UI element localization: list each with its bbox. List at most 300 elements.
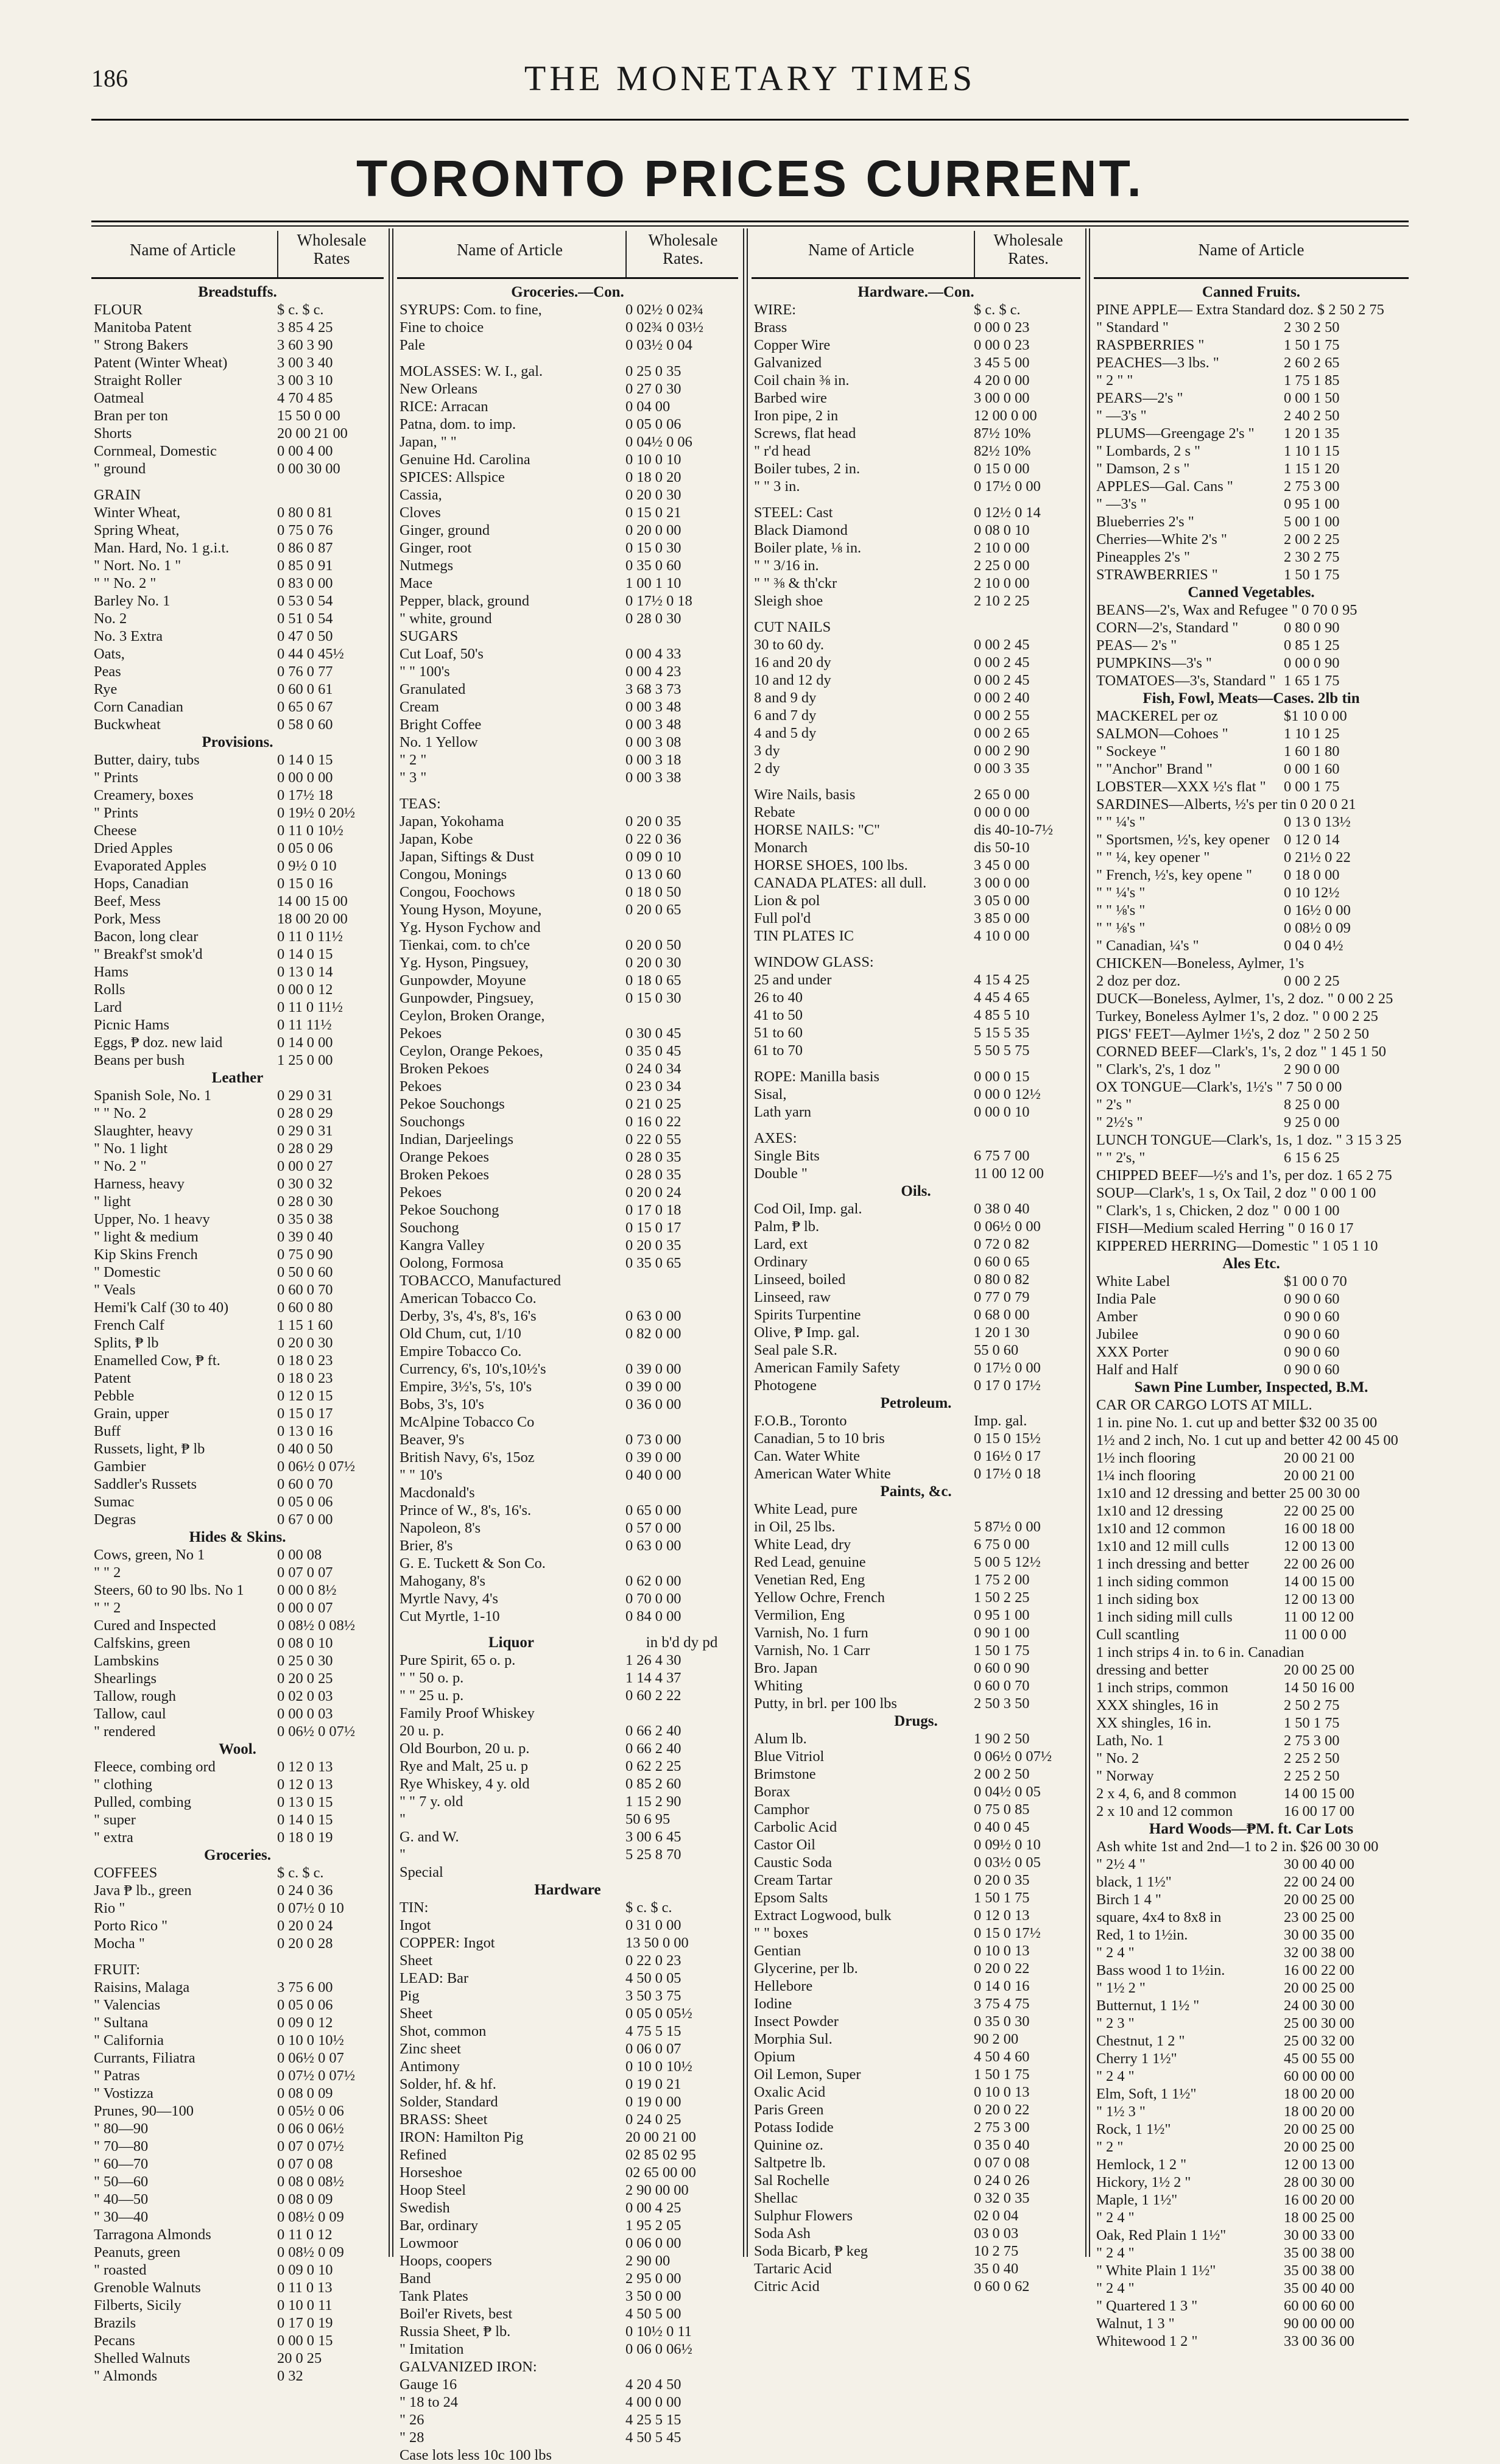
price-row xyxy=(1094,354,1409,372)
wholesale-rate: 0 10½ 0 11 xyxy=(625,2323,692,2340)
price-row xyxy=(91,1687,384,1705)
price-row xyxy=(91,407,384,425)
price-row xyxy=(752,671,1080,689)
wholesale-rate: 42 00 45 00 xyxy=(1327,1432,1398,1449)
price-row xyxy=(397,2323,738,2340)
article-name: Winter Wheat, xyxy=(94,504,181,521)
article-name: " No. 2 " xyxy=(94,1158,147,1174)
column-body xyxy=(1094,283,1409,2350)
price-row xyxy=(1094,1555,1409,1573)
price-row xyxy=(397,627,738,645)
price-row xyxy=(1094,990,1409,1008)
article-name: Oatmeal xyxy=(94,390,144,406)
price-row xyxy=(1094,1944,1409,1961)
article-name: Steers, 60 to 90 lbs. No 1 xyxy=(94,1582,244,1598)
wholesale-rate: 0 11 0 11½ xyxy=(277,999,343,1015)
wholesale-rate: 0 16 0 17 xyxy=(1297,1220,1354,1237)
price-row xyxy=(397,1378,738,1396)
price-row xyxy=(1094,336,1409,354)
article-name: Empire, 3½'s, 5's, 10's xyxy=(400,1378,532,1395)
article-name: Photogene xyxy=(754,1377,817,1394)
article-name: Enamelled Cow, ₱ ft. xyxy=(94,1352,220,1369)
price-row xyxy=(91,1493,384,1511)
price-row xyxy=(752,2083,1080,2101)
article-name: CAR OR CARGO LOTS AT MILL. xyxy=(1096,1397,1312,1413)
article-name: Manitoba Patent xyxy=(94,319,192,336)
price-row xyxy=(397,1669,738,1687)
section-heading: Groceries. xyxy=(204,1847,271,1863)
price-row xyxy=(1094,1908,1409,1926)
article-name: Pecans xyxy=(94,2332,135,2349)
wholesale-rate: 0 09 0 10 xyxy=(625,849,681,865)
article-name: " Norway xyxy=(1096,1768,1154,1784)
price-row xyxy=(1094,2209,1409,2226)
article-name: Raisins, Malaga xyxy=(94,1979,190,1996)
price-row xyxy=(1094,743,1409,760)
price-row xyxy=(91,910,384,928)
wholesale-rate: 55 0 60 xyxy=(974,1342,1019,1358)
price-row xyxy=(1094,778,1409,796)
article-name: " " 7 y. old xyxy=(400,1793,463,1810)
article-name: Cassia, xyxy=(400,487,442,503)
article-name: Half and Half xyxy=(1096,1361,1178,1378)
price-row xyxy=(397,2128,738,2146)
article-name: Tarragona Almonds xyxy=(94,2226,211,2243)
article-name: Russia Sheet, ₱ lb. xyxy=(400,2323,511,2340)
wholesale-rate: 1 50 1 75 xyxy=(974,2066,1030,2083)
article-name: Pulled, combing xyxy=(94,1794,191,1810)
wholesale-rate: 0 06 0 00 xyxy=(625,2235,681,2251)
section-heading: Canned Fruits. xyxy=(1202,284,1301,300)
wholesale-rate: 0 09 0 10 xyxy=(277,2262,333,2278)
page-title: TORONTO PRICES CURRENT. xyxy=(356,150,1144,207)
price-row xyxy=(752,2048,1080,2066)
wholesale-rate: 0 22 0 55 xyxy=(625,1131,681,1148)
header-wholesale: Wholesale Rates. xyxy=(974,231,1082,277)
article-name: Mace xyxy=(400,575,433,591)
price-row xyxy=(91,875,384,892)
wholesale-rate: 0 21½ 0 22 xyxy=(1284,849,1351,866)
price-row xyxy=(752,1271,1080,1288)
article-name: " 80—90 xyxy=(94,2120,149,2137)
article-name: " 30—40 xyxy=(94,2209,149,2225)
price-row xyxy=(752,971,1080,989)
article-name: " Sportsmen, ½'s, key opener xyxy=(1096,831,1270,848)
price-row xyxy=(397,1060,738,1078)
article-name: Napoleon, 8's xyxy=(400,1520,481,1536)
wholesale-rate: 5 25 8 70 xyxy=(625,1846,681,1863)
price-row xyxy=(752,389,1080,407)
wholesale-rate xyxy=(622,1555,738,1572)
article-name: Gentian xyxy=(754,1943,801,1959)
wholesale-rate: 0 35 0 60 xyxy=(625,557,681,574)
price-row xyxy=(752,1536,1080,1553)
wholesale-rate: 0 66 2 40 xyxy=(625,1723,681,1739)
price-row xyxy=(1094,654,1409,672)
wholesale-rate: 5 00 5 12½ xyxy=(974,1554,1041,1570)
article-name: 26 to 40 xyxy=(754,989,803,1006)
article-name: Yellow Ochre, French xyxy=(754,1589,885,1606)
price-row xyxy=(752,1147,1080,1165)
wholesale-rate: 0 25 0 30 xyxy=(277,1653,333,1669)
wholesale-rate: $1 10 0 00 xyxy=(1284,708,1347,724)
price-row xyxy=(1094,1361,1409,1378)
article-name: " clothing xyxy=(94,1776,152,1793)
price-row xyxy=(91,1617,384,1634)
article-name: Spring Wheat, xyxy=(94,522,180,538)
wholesale-rate: 0 08 0 09 xyxy=(277,2191,333,2208)
wholesale-rate: 0 06½ 0 00 xyxy=(974,1218,1041,1235)
article-name: Tallow, rough xyxy=(94,1688,176,1704)
article-name: Iodine xyxy=(754,1996,792,2012)
spacer xyxy=(397,354,738,362)
price-row xyxy=(1094,478,1409,495)
article-name: HORSE SHOES, 100 lbs. xyxy=(754,857,908,874)
price-row xyxy=(91,2296,384,2314)
price-row xyxy=(91,804,384,822)
wholesale-rate: 2 50 2 50 xyxy=(1313,1026,1369,1042)
wholesale-rate: 0 22 0 36 xyxy=(625,831,681,847)
wholesale-rate: 1 75 1 85 xyxy=(1284,372,1340,389)
wholesale-rate: 0 13 0 16 xyxy=(277,1423,333,1439)
price-row xyxy=(397,901,738,919)
article-name: 1¼ inch flooring xyxy=(1096,1467,1196,1484)
wholesale-rate: 9 25 0 00 xyxy=(1284,1114,1340,1131)
price-row xyxy=(91,460,384,478)
wholesale-rate: 0 10 0 10½ xyxy=(277,2032,344,2049)
article-name: Hemlock, 1 2 " xyxy=(1096,2156,1187,2173)
article-name: Bright Coffee xyxy=(400,716,482,733)
wholesale-rate: 0 06½ 0 07½ xyxy=(277,1458,356,1475)
price-row xyxy=(91,716,384,733)
price-row xyxy=(1094,1114,1409,1131)
price-row xyxy=(397,1810,738,1828)
price-row xyxy=(397,769,738,786)
price-row xyxy=(397,2199,738,2217)
wholesale-rate: 0 80 0 90 xyxy=(1284,620,1340,636)
price-row xyxy=(91,1334,384,1352)
wholesale-rate: 03 0 03 xyxy=(974,2225,1019,2242)
price-row xyxy=(752,2154,1080,2172)
article-name: Rock, 1 1½" xyxy=(1096,2121,1171,2137)
wholesale-rate: 4 50 4 60 xyxy=(974,2049,1030,2065)
article-name: Blue Vitriol xyxy=(754,1748,825,1765)
article-name: Cloves xyxy=(400,504,441,521)
wholesale-rate: 3 00 6 45 xyxy=(625,1829,681,1845)
wholesale-rate xyxy=(622,1484,738,1502)
price-row xyxy=(91,389,384,407)
price-row xyxy=(1094,1131,1409,1149)
price-row xyxy=(1094,919,1409,937)
price-row xyxy=(397,1201,738,1219)
wholesale-rate: $ c. $ c. xyxy=(625,1899,672,1916)
article-name: Cull scantling xyxy=(1096,1626,1180,1643)
wholesale-rate: 0 67 0 00 xyxy=(277,1511,333,1528)
price-row xyxy=(397,2305,738,2323)
wholesale-rate: 14 00 15 00 xyxy=(1284,1573,1354,1590)
article-name: DUCK—Boneless, Aylmer, 1's, 2 doz. " xyxy=(1096,990,1334,1007)
wholesale-rate: 12 00 0 00 xyxy=(974,408,1037,424)
article-name: WINDOW GLASS: xyxy=(754,954,874,970)
article-name: TOBACCO, Manufactured xyxy=(400,1273,562,1289)
article-name: " " 100's xyxy=(400,663,450,680)
price-row xyxy=(752,1836,1080,1854)
price-row xyxy=(1094,1149,1409,1167)
article-name: CORN—2's, Standard " xyxy=(1096,620,1239,636)
wholesale-rate xyxy=(970,618,1080,636)
article-name: Mahogany, 8's xyxy=(400,1573,486,1589)
article-name: Bobs, 3's, 10's xyxy=(400,1396,484,1413)
article-name: " " 25 u. p. xyxy=(400,1687,464,1704)
price-row xyxy=(1094,866,1409,884)
wholesale-rate: 0 00 2 25 xyxy=(1284,973,1340,989)
wholesale-rate: dis 40-10-7½ xyxy=(974,822,1054,838)
wholesale-rate: 0 32 0 35 xyxy=(974,2190,1030,2206)
wholesale-rate: 0 07 0 07½ xyxy=(277,2138,344,2155)
article-name: XXX Porter xyxy=(1096,1344,1169,1360)
wholesale-rate: 0 15 0 21 xyxy=(625,504,681,521)
wholesale-rate: $ c. $ c. xyxy=(277,302,324,318)
wholesale-rate: 1 20 1 30 xyxy=(974,1324,1030,1341)
price-row xyxy=(397,1078,738,1095)
wholesale-rate: 2 90 0 00 xyxy=(1284,1061,1340,1078)
wholesale-rate: 18 00 20 00 xyxy=(1284,2103,1354,2120)
wholesale-rate: 0 32 xyxy=(277,2368,303,2384)
wholesale-rate: 23 00 25 00 xyxy=(1284,1909,1354,1926)
price-row xyxy=(91,1175,384,1193)
wholesale-rate: 0 9½ 0 10 xyxy=(277,858,337,874)
price-row xyxy=(397,1272,738,1290)
wholesale-rate: 0 85 2 60 xyxy=(625,1776,681,1792)
article-name: Empire Tobacco Co. xyxy=(400,1343,522,1360)
wholesale-rate: 0 12 0 13 xyxy=(974,1907,1030,1924)
price-row xyxy=(397,1555,738,1572)
price-row xyxy=(752,1624,1080,1642)
article-name: Shot, common xyxy=(400,2023,487,2039)
wholesale-rate: 1 14 4 37 xyxy=(625,1670,681,1686)
wholesale-rate: 0 90 0 60 xyxy=(1284,1344,1340,1360)
price-row xyxy=(1094,1220,1409,1237)
price-row xyxy=(752,1995,1080,2013)
article-name: Calfskins, green xyxy=(94,1635,191,1651)
article-name: Ash white 1st and 2nd—1 to 2 in. xyxy=(1096,1838,1297,1855)
article-name: Hops, Canadian xyxy=(94,875,189,892)
article-name: Amber xyxy=(1096,1308,1138,1325)
wholesale-rate: 0 00 0 12 xyxy=(277,981,333,998)
price-row xyxy=(397,919,738,936)
article-name: Beaver, 9's xyxy=(400,1431,465,1448)
price-row xyxy=(1094,725,1409,743)
wholesale-rate: 16 00 20 00 xyxy=(1284,2192,1354,2208)
wholesale-rate: 0 44 0 45½ xyxy=(277,646,344,662)
price-row xyxy=(91,1122,384,1140)
header-wholesale: Wholesale Rates xyxy=(277,231,385,277)
article-name: Straight Roller xyxy=(94,372,182,389)
price-row xyxy=(752,1359,1080,1377)
wholesale-rate: 0 18 0 00 xyxy=(1284,867,1340,883)
price-row xyxy=(91,1458,384,1475)
article-name: Rye xyxy=(94,681,118,697)
article-name: Horseshoe xyxy=(400,2164,462,2181)
article-name: Dried Apples xyxy=(94,840,173,856)
wholesale-rate: 1 50 1 75 xyxy=(1284,337,1340,353)
wholesale-rate: 0 04½ 0 05 xyxy=(974,1784,1041,1800)
wholesale-rate: 0 17 0 17½ xyxy=(974,1377,1041,1394)
wholesale-rate: 0 76 0 77 xyxy=(277,663,333,680)
price-row xyxy=(397,645,738,663)
price-row xyxy=(1094,1802,1409,1820)
price-row xyxy=(91,2014,384,2032)
article-name: " Domestic xyxy=(94,1264,161,1280)
wholesale-rate: 0 17 0 19 xyxy=(277,2315,333,2331)
price-row xyxy=(1094,2226,1409,2244)
price-row xyxy=(1094,637,1409,654)
wholesale-rate: 1 20 1 35 xyxy=(1284,425,1340,442)
price-row xyxy=(91,2032,384,2049)
article-name: Pekoes xyxy=(400,1025,442,1042)
wholesale-rate: 3 00 3 40 xyxy=(277,355,333,371)
wholesale-rate: 0 09½ 0 10 xyxy=(974,1837,1041,1853)
price-row xyxy=(1094,2050,1409,2067)
wholesale-rate: 0 83 0 00 xyxy=(277,575,333,591)
wholesale-rate: 0 08½ 0 09 xyxy=(1284,920,1351,936)
wholesale-rate: 1 60 1 80 xyxy=(1284,743,1340,760)
price-row xyxy=(752,1500,1080,1518)
article-name: BRASS: Sheet xyxy=(400,2111,488,2128)
price-row xyxy=(91,2243,384,2261)
price-row xyxy=(1094,601,1409,619)
article-name: Splits, ₱ lb xyxy=(94,1335,159,1351)
price-row xyxy=(1094,319,1409,336)
wholesale-rate: 2 25 0 00 xyxy=(974,557,1030,574)
article-name: " No. 2 xyxy=(1096,1750,1139,1767)
wholesale-rate: 0 05 0 06 xyxy=(277,1997,333,2013)
price-row xyxy=(1094,619,1409,637)
price-row xyxy=(1094,460,1409,478)
price-row xyxy=(752,1818,1080,1836)
article-name: " Sultana xyxy=(94,2014,149,2031)
article-name: GALVANIZED IRON: xyxy=(400,2359,537,2375)
price-row xyxy=(1094,1626,1409,1643)
price-row xyxy=(397,2040,738,2058)
wholesale-rate: 0 39 0 40 xyxy=(277,1229,333,1245)
article-name: " 3 " xyxy=(400,769,427,786)
article-name: " xyxy=(400,1846,406,1863)
price-row xyxy=(1094,1078,1409,1096)
price-row xyxy=(1094,566,1409,584)
wholesale-rate: 3 15 3 25 xyxy=(1345,1132,1402,1148)
wholesale-rate: 0 90 0 60 xyxy=(1284,1361,1340,1378)
article-name: Granulated xyxy=(400,681,466,697)
wholesale-rate: 16 00 18 00 xyxy=(1284,1520,1354,1537)
article-name: " super xyxy=(94,1812,136,1828)
price-row xyxy=(91,2067,384,2085)
price-row xyxy=(91,1979,384,1996)
wholesale-rate: 11 00 12 00 xyxy=(974,1165,1044,1182)
article-name: " 28 xyxy=(400,2429,424,2446)
article-name: " Lombards, 2 s " xyxy=(1096,443,1200,459)
article-name: " " 2's, " xyxy=(1096,1149,1146,1166)
article-name: " rendered xyxy=(94,1723,156,1740)
wholesale-rate: 0 13 0 13½ xyxy=(1284,814,1351,830)
price-row xyxy=(752,1447,1080,1465)
article-name: Sisal, xyxy=(754,1086,787,1103)
article-name: Linseed, raw xyxy=(754,1289,831,1305)
wholesale-rate: 4 70 4 85 xyxy=(277,390,333,406)
wholesale-rate: 11 00 12 00 xyxy=(1284,1609,1354,1625)
article-name: " Patras xyxy=(94,2067,140,2084)
wholesale-rate xyxy=(622,1007,738,1025)
article-name: Zinc sheet xyxy=(400,2041,461,2057)
wholesale-rate: 0 08 0 10 xyxy=(277,1635,333,1651)
wholesale-rate: 35 00 40 00 xyxy=(1284,2280,1354,2296)
wholesale-rate: 0 30 0 45 xyxy=(625,1025,681,1042)
article-name: PIGS' FEET—Aylmer 1½'s, 2 doz " xyxy=(1096,1026,1310,1042)
article-name: British Navy, 6's, 15oz xyxy=(400,1449,535,1466)
wholesale-rate: 10 2 75 xyxy=(974,2243,1019,2259)
article-name: Japan, Kobe xyxy=(400,831,473,847)
price-row xyxy=(397,813,738,830)
article-name: Peanuts, green xyxy=(94,2244,181,2261)
price-row xyxy=(91,698,384,716)
article-name: CUT NAILS xyxy=(754,619,831,635)
wholesale-rate: 0 20 0 21 xyxy=(1300,796,1356,813)
wholesale-rate: dis 50-10 xyxy=(974,839,1030,856)
section-heading: Ales Etc. xyxy=(1222,1255,1280,1272)
wholesale-rate xyxy=(970,1500,1080,1518)
price-row xyxy=(397,380,738,398)
wholesale-rate: 35 00 38 00 xyxy=(1284,2245,1354,2261)
price-row xyxy=(752,909,1080,927)
wholesale-rate: 5 87½ 0 00 xyxy=(974,1519,1041,1535)
article-name: Tank Plates xyxy=(400,2288,468,2304)
article-name: White Lead, dry xyxy=(754,1536,851,1553)
article-name: CHIPPED BEEF—½'s and 1's, per doz. xyxy=(1096,1167,1333,1184)
wholesale-rate: 0 39 0 00 xyxy=(625,1361,681,1377)
price-row xyxy=(1094,1061,1409,1078)
section-heading: Breadstuffs. xyxy=(198,284,277,300)
article-name: LOBSTER—XXX ½'s flat " xyxy=(1096,778,1266,795)
wholesale-rate: 0 00 4 23 xyxy=(625,663,681,680)
price-row xyxy=(91,1511,384,1528)
wholesale-rate: 0 00 3 48 xyxy=(625,716,681,733)
article-name: " Imitation xyxy=(400,2341,464,2357)
wholesale-rate: 0 11 0 12 xyxy=(277,2226,333,2243)
column-divider xyxy=(747,228,748,2257)
wholesale-rate: 0 15 0 30 xyxy=(625,990,681,1006)
wholesale-rate: 20 0 25 xyxy=(277,2350,322,2367)
wholesale-rate: 0 17½ 0 00 xyxy=(974,478,1041,495)
article-name: 1x10 and 12 dressing and better xyxy=(1096,1485,1286,1502)
article-name: Spirits Turpentine xyxy=(754,1307,861,1323)
price-row xyxy=(752,1571,1080,1589)
price-row xyxy=(91,1811,384,1829)
price-row xyxy=(397,1184,738,1201)
wholesale-rate: 20 00 25 00 xyxy=(1284,1891,1354,1908)
article-name: Red, 1 to 1½in. xyxy=(1096,1927,1188,1943)
wholesale-rate: 0 04 00 xyxy=(625,398,671,415)
article-name: Kip Skins French xyxy=(94,1246,198,1263)
price-row xyxy=(91,2279,384,2296)
article-name: Pekoes xyxy=(400,1184,442,1201)
wholesale-rate xyxy=(1304,1643,1409,1661)
wholesale-rate: 0 05 0 06 xyxy=(277,840,333,856)
price-row xyxy=(397,1757,738,1775)
wholesale-rate: 0 39 0 00 xyxy=(625,1449,681,1466)
price-row xyxy=(397,319,738,336)
wholesale-rate: 3 50 3 75 xyxy=(625,1988,681,2004)
price-row xyxy=(91,1864,384,1882)
